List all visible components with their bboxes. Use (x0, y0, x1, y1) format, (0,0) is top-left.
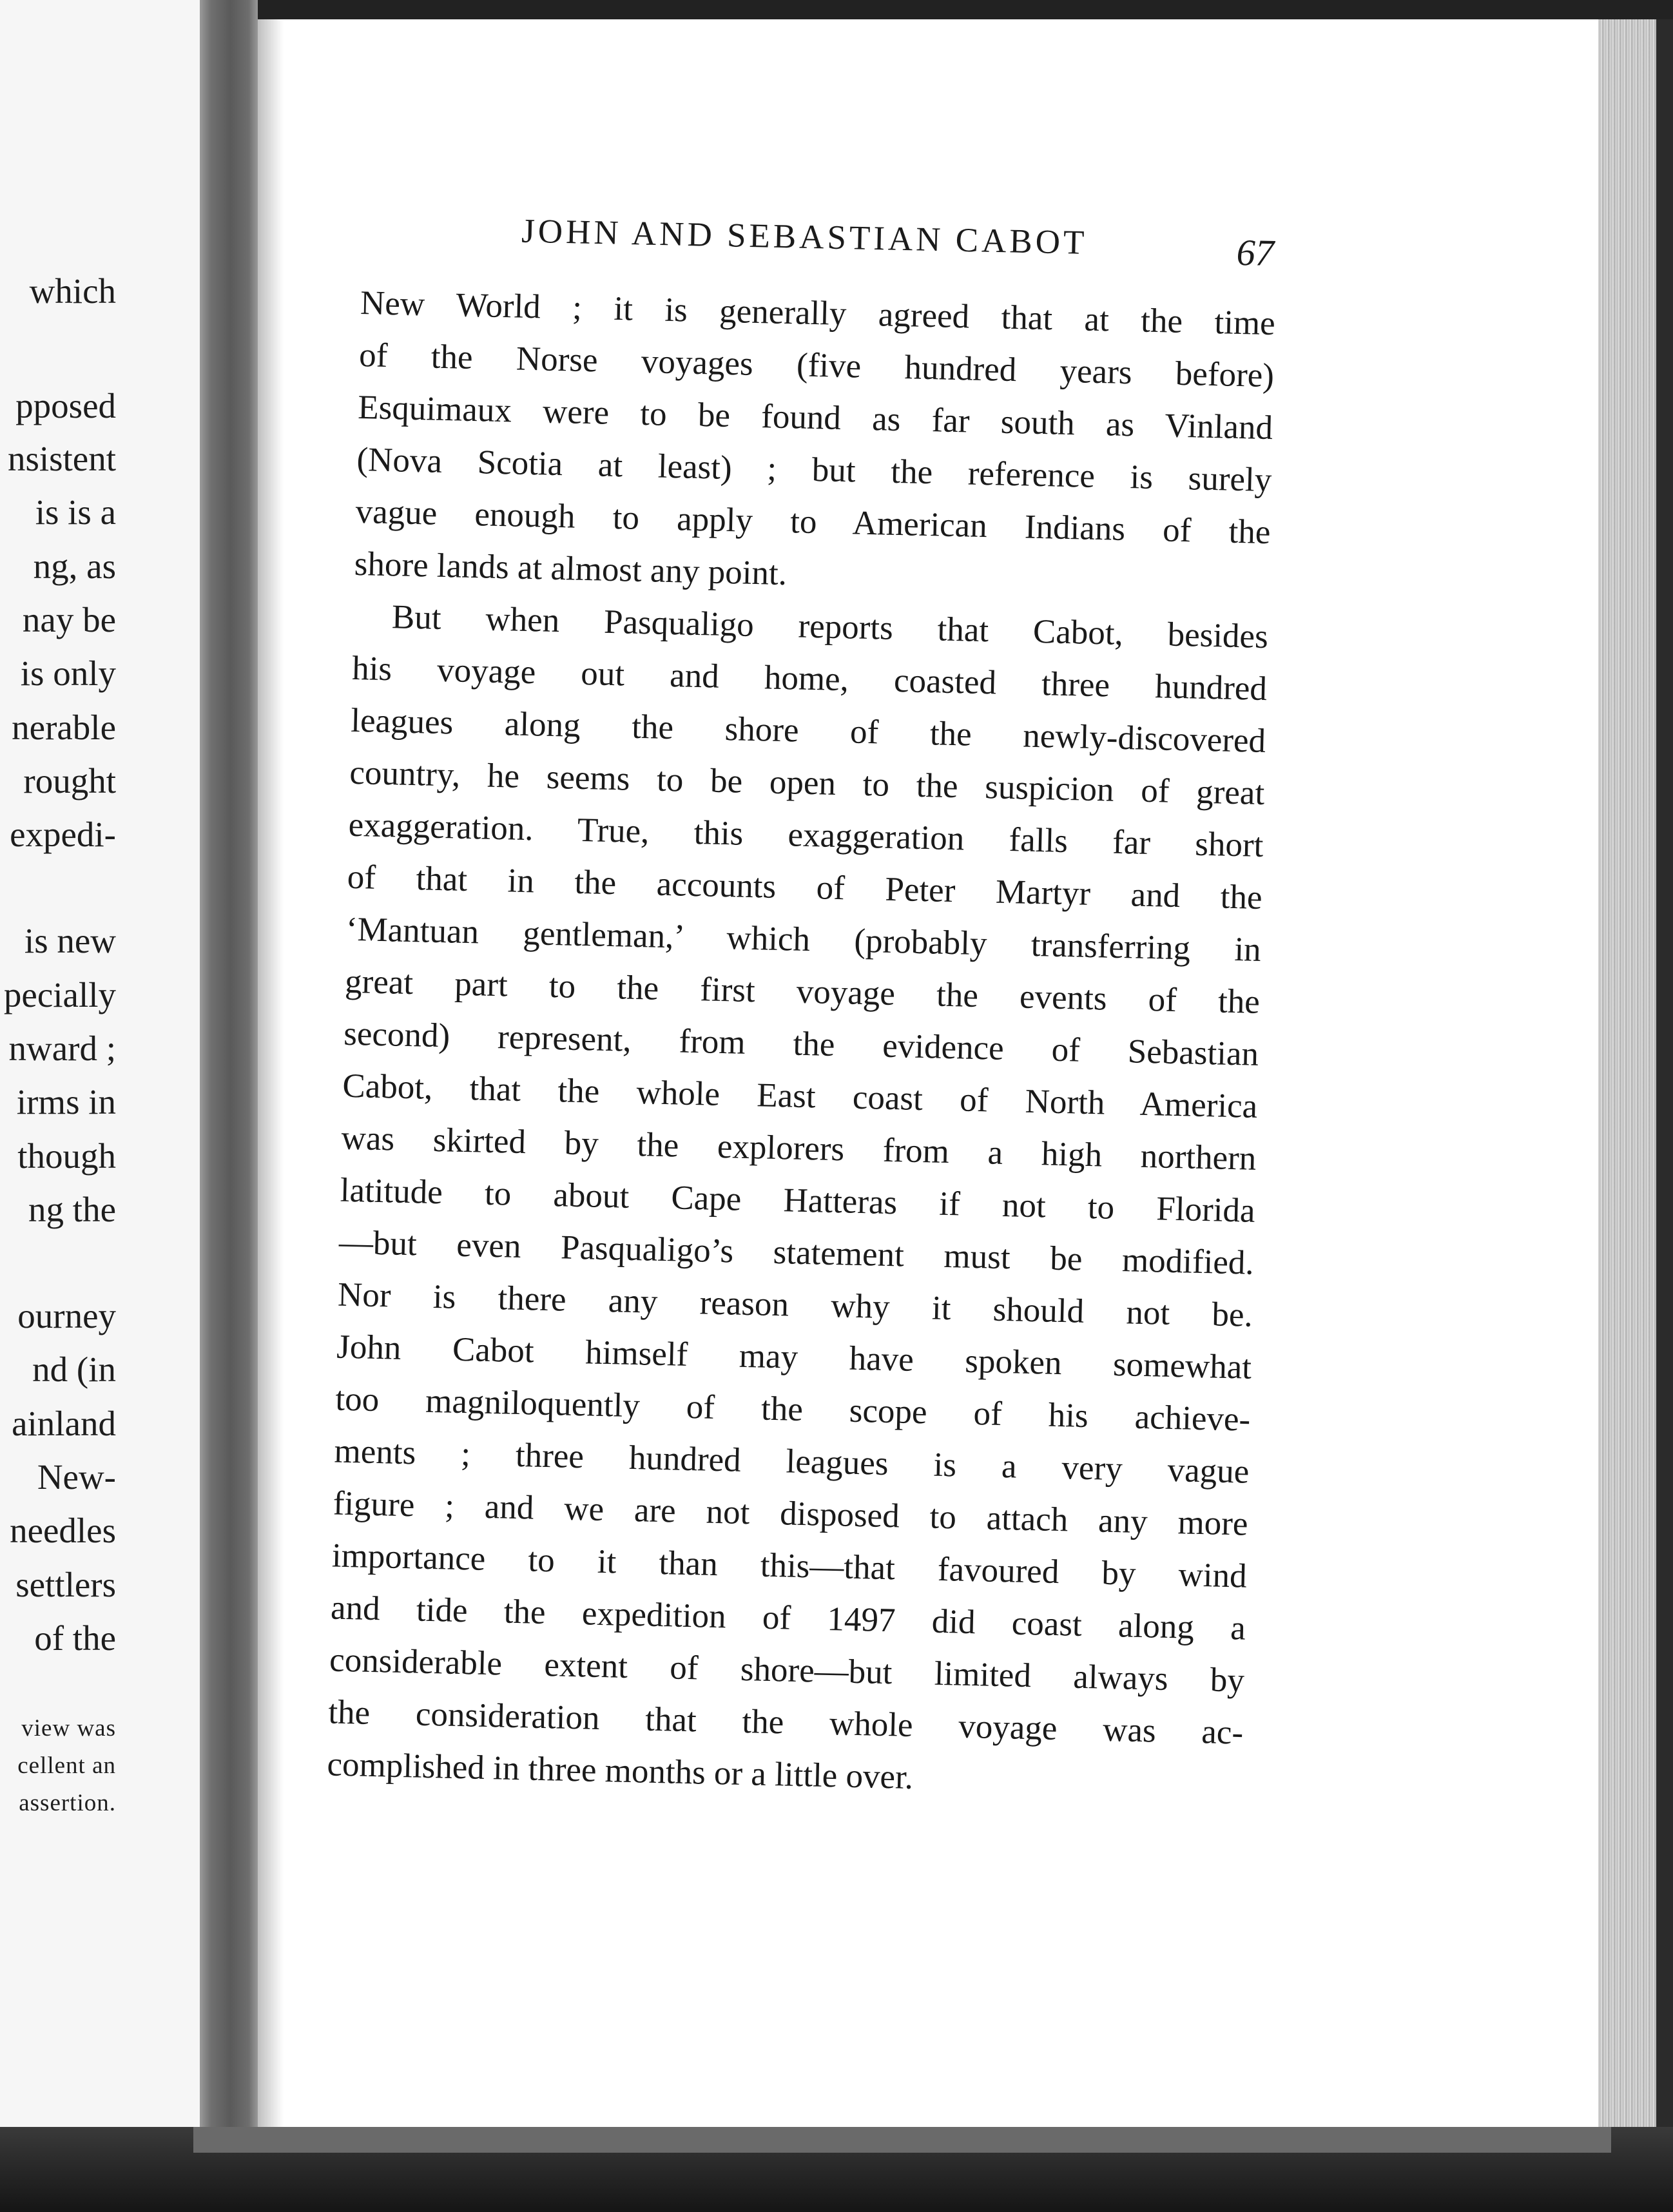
text-line: importance to it than this—that favoured by wind (331, 1537, 1248, 1595)
gutter-shadow (258, 0, 284, 2212)
text-line: (Nova Scotia at least) ; but the reference is surely (356, 440, 1272, 500)
text-line: was skirted by the explorers from a high northern (341, 1119, 1257, 1178)
left-line: ng, as (33, 547, 116, 586)
text-line: exaggeration. True, this exaggeration falls far short (348, 806, 1264, 864)
text-line: figure ; and we are not disposed to attach any more (333, 1484, 1249, 1543)
left-line: pposed (15, 386, 116, 425)
left-line: ng the (28, 1190, 116, 1229)
text-line: ments ; three hundred leagues is a very vague (334, 1432, 1250, 1491)
page-number: 67 (1236, 231, 1275, 275)
text-line: Nor is there any reason why it should not be. (337, 1276, 1253, 1334)
left-footnote-line: view was (21, 1715, 116, 1741)
text-line: —but even Pasqualigo’s statement must be modified. (338, 1223, 1255, 1282)
left-line: which (29, 271, 116, 311)
text-line: Cabot, that the whole East coast of North America (342, 1067, 1258, 1125)
left-line: settlers (15, 1565, 116, 1604)
text-line: latitude to about Cape Hatteras if not to Florida (340, 1171, 1256, 1230)
left-line: ourney (17, 1296, 116, 1335)
text-line: the consideration that the whole voyage was ac- (327, 1693, 1244, 1752)
body-text (325, 277, 1276, 1896)
left-line: is only (20, 654, 116, 693)
book-gutter (200, 0, 261, 2212)
text-line: too magniloquently of the scope of his achieve- (334, 1380, 1251, 1439)
left-line: rought (23, 761, 116, 800)
text-line: second) represent, from the evidence of Sebastian (343, 1014, 1259, 1073)
text-line: leagues along the shore of the newly-discovered (350, 701, 1266, 761)
text-line: great part to the first voyage the events of the (344, 962, 1261, 1021)
left-line: nd (in (32, 1350, 116, 1389)
left-page (0, 0, 200, 2212)
text-line: vague enough to apply to American Indians of the (355, 492, 1272, 552)
left-line: New- (37, 1457, 116, 1497)
left-line: though (17, 1136, 116, 1176)
left-line: pecially (3, 975, 116, 1014)
left-line: nay be (22, 600, 116, 639)
left-line: of the (34, 1618, 116, 1658)
left-line: irms in (16, 1082, 116, 1121)
running-title: JOHN AND SEBASTIAN CABOT (521, 212, 1088, 262)
text-line: Esquimaux were to be found as far south as Vinland (357, 388, 1273, 447)
text-line: John Cabot himself may have spoken somewhat (336, 1328, 1252, 1386)
left-line: nward ; (8, 1029, 116, 1068)
top-border (258, 0, 1673, 19)
text-line: of that in the accounts of Peter Martyr and the (347, 858, 1263, 917)
text-line: New World ; it is generally agreed that at the time (360, 284, 1276, 343)
text-line: country, he seems to be open to the suspicion of great (349, 753, 1265, 813)
left-line: is new (24, 921, 116, 960)
text-line: his voyage out and home, coasted three hundred (351, 649, 1268, 708)
left-line: ainland (12, 1404, 116, 1443)
left-line: nerable (12, 708, 116, 747)
book-bottom-edge (193, 2127, 1611, 2153)
left-footnote-line: cellent an (17, 1752, 116, 1779)
text-line: of the Norse voyages (five hundred years before) (358, 336, 1275, 395)
right-border (1656, 0, 1673, 2212)
text-line: ‘Mantuan gentleman,’ which (probably transferring in (345, 910, 1262, 969)
left-line: expedi- (10, 815, 116, 854)
left-line: nsistent (7, 439, 116, 478)
text-line: and tide the expedition of 1497 did coast along a (330, 1589, 1246, 1647)
left-line: needles (10, 1511, 116, 1550)
paragraph-start-line: But when Pasqualigo reports that Cabot, besides (391, 598, 1269, 656)
left-footnote-line: assertion. (19, 1790, 116, 1816)
text-line: shore lands at almost any point. (354, 545, 788, 593)
text-line: considerable extent of shore—but limited always by (329, 1641, 1245, 1700)
text-line: complished in three months or a little over. (326, 1745, 914, 1797)
left-line: is is a (35, 492, 116, 532)
